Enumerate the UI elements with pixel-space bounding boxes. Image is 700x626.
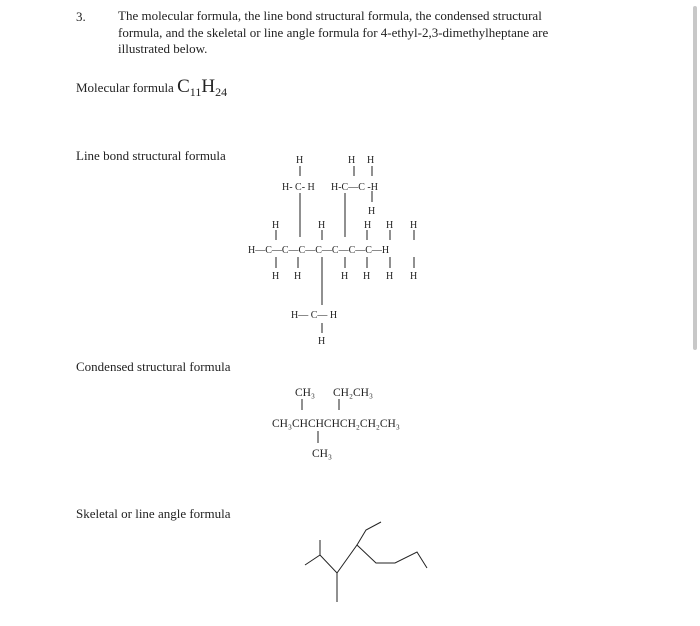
molecular-formula-label: Molecular formula (76, 80, 174, 95)
line-bond-label: Line bond structural formula (76, 148, 226, 163)
methyl-group: H— C— H (291, 310, 338, 321)
atom-h: H (348, 155, 356, 166)
atom-h: H (318, 336, 326, 347)
atom-h: H (272, 220, 280, 231)
skeletal-ethyl-branch (357, 522, 381, 545)
atom-h: H (386, 220, 394, 231)
atom-h: H (296, 155, 304, 166)
atom-h: H (410, 220, 418, 231)
condensed-bottom: CH₃ (312, 448, 332, 460)
group-hcch: H-C—C -H (331, 182, 378, 193)
atom-h: H (318, 220, 326, 231)
formula-h-subscript: 24 (215, 85, 228, 99)
skeletal-main-chain (305, 545, 427, 573)
formula-c: C (177, 76, 190, 97)
question-text: The molecular formula, the line bond structural formula, the condensed structural formula, and the skeletal or line angle formula for 4-ethyl-2,3-dimethylheptane are illustrated below. (118, 8, 549, 56)
condensed-main: CH₃CHCHCHCH₂CH₂CH₃ (272, 418, 400, 430)
group-hch: H- C- H (282, 182, 315, 193)
formula-c-subscript: 11 (189, 85, 202, 99)
skeletal-diagram (305, 522, 427, 602)
atom-h: H (341, 271, 349, 282)
condensed-top-right: CH₂CH₃ (333, 387, 373, 399)
atom-h: H (294, 271, 302, 282)
atom-h: H (272, 271, 280, 282)
question-number: 3. (76, 9, 86, 24)
atom-h: H (363, 271, 371, 282)
atom-h: H (410, 271, 418, 282)
condensed-label: Condensed structural formula (76, 359, 231, 374)
main-chain: H—C—C—C—C—C—C—C—H (248, 245, 390, 256)
atom-h: H (364, 220, 372, 231)
atom-h: H (386, 271, 394, 282)
atom-h: H (368, 206, 376, 217)
scrollbar[interactable] (693, 6, 697, 350)
skeletal-label: Skeletal or line angle formula (76, 506, 231, 521)
condensed-top-left: CH₃ (295, 387, 315, 399)
formula-h: H (201, 76, 216, 97)
atom-h: H (367, 155, 375, 166)
